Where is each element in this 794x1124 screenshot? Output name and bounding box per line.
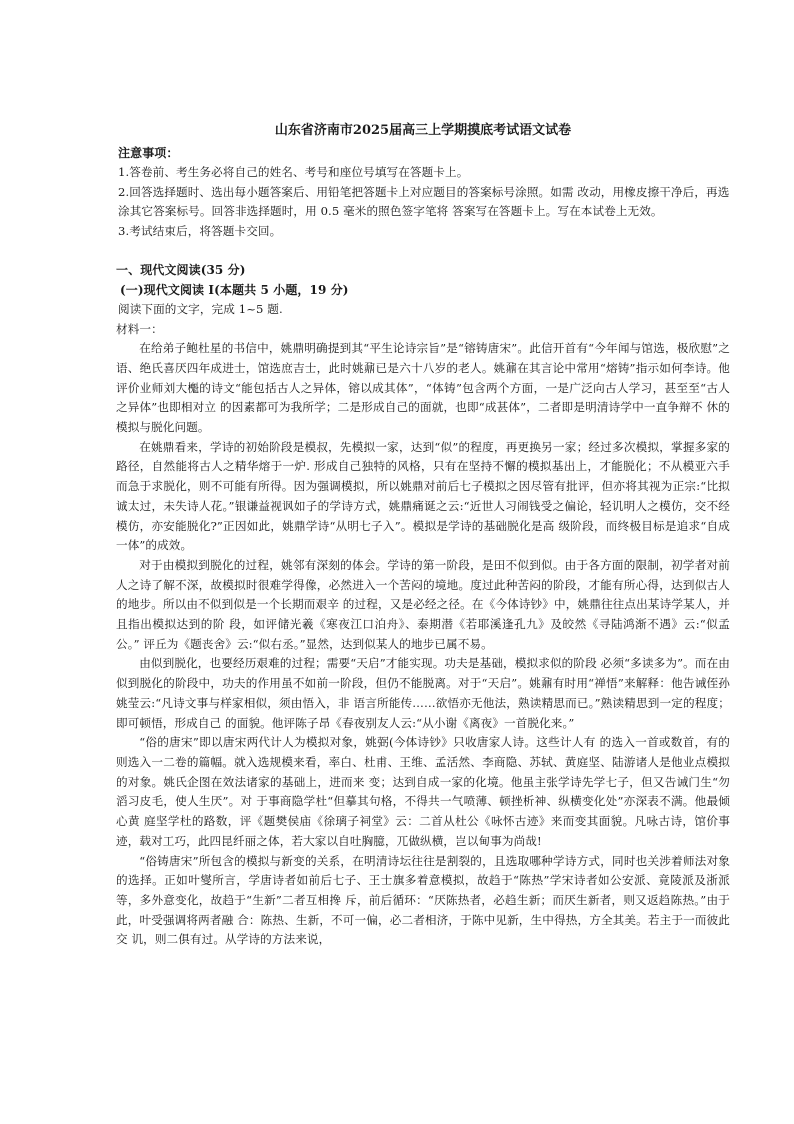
- paragraph-3: 对于由模拟到脱化的过程，姚邻有深刻的体会。学诗的第一阶段，是田不似到似。由于各方面的限制，初学者对前人之诗了解不深，故模拟时很难学得像，必然进入一个苦闷的境地。度过此种苦闷的阶段，才能有所心得，达到似古人的地步。所以由不似到似是一个长期而艰辛 的过程，又是必经之径。在《今体诗钞》中，姚鼎往往点出某诗学某人，并且指出模拟达到的阶 段，如评储光羲《寒夜江口泊舟》、泰期潜《若耶溪逢孔九》及皎然《寻陆鸿渐不遇》云:“似孟公。” 评丘为《题丧舍》云:“似右丞。”显然，达到似某人的地步已属不易。: [116, 557, 730, 651]
- section-title: 一、现代文阅读(35 分): [116, 262, 246, 277]
- notice-item-3: 3.考试结束后，将答题卡交回。: [118, 224, 282, 239]
- material-label: 材料一：: [116, 321, 163, 336]
- paragraph-2: 在姚鼎看来，学诗的初始阶段是模叔，先模拟一家，达到“似”的程度，再更换另一家；经过多次模拟，掌握多家的路径，自然能将古人之精华熔于一炉. 形成自己独特的风格，只有在坚持不懈的模拟基出上，才能脱化；不从模亚六手而急于求脱化，则不可能有所得。因为强调模拟，所以姚鼎对前后七子模拟之因尽管有批评，但亦将其视为正宗:“比拟诚太过，未失诗人花。”银谦益视讽如子的学诗方式，姚鼎痛诞之云:“近世人习闹钱受之偏论，轻讥明人之模仿，交不经模仿，亦安能脱化?”正因如此，姚鼎学诗“从明七子入”。模拟是学诗的基础脱化是高 级阶段，而终极目标是追求“自成一体”的成效。: [116, 439, 730, 553]
- notice-heading: 注意事项：: [118, 146, 179, 160]
- paragraph-5: “俗的唐宋”即以唐宋两代计人为模拟对象，姚弼(今体诗钞》只收唐家人诗。这些计人有 的选入一首或数首，有的则选入一二卷的篇幅。就入选规模来看，率白、杜甫、王维、孟活然、李商隐、苏轼、黄庭坚、陆游诸人是他业点模拟的对象。姚氏企图在效法诸家的基础上，进而来 变；达到自成一家的化境。他虽主张学诗先学七子，但又告诫门生“勿滔习皮毛，使人生厌”。对 于事商隐学杜“但摹其句格，不得共一气喷薄、顿挫析神、纵横变化处”亦深表不满。他最倾心黄 庭坚学杜的路数，评《题樊侯庙《徐璃子祠堂》云：二首从杜公《咏怀古迹》来而变其面貌。凡咏古诗，馆价事迹，载对工巧，此四昆纤丽之体，若大家以自吐胸臆，兀做纵横，岂以甸事为尚哉!: [116, 735, 730, 848]
- paragraph-1: 在给弟子鲍杜星的书信中，姚鼎明确提到其“平生论诗宗旨”是“镕铸唐宋”。此信开首有“今年闻与馆选，极欣慰”之语、绝氏喜厌四年成进士，馆选庶吉士，此时姚鼐已是六十八岁的老人。姚鼐在其言论中常用“熔铸”指示如何李诗。他评价业师刘大櫆的诗文“能包括古人之异体，镕以成其体”，“体铸”包含两个方面，一是广泛向古人学习，甚至至“古人之异体”也即相对立 的因素都可为我所学；二是形成自己的面就，也即“成甚体”，二者即是明清诗学中一直争辩不 休的模拟与脱化问题。: [116, 341, 730, 435]
- paragraph-4: 由似到脱化，也要经历艰难的过程；需要“天启”才能实现。功夫是基础，模拟求似的阶段 必须“多读多为”。而在由似到脱化的阶段中，功夫的作用虽不如前一阶段，但仍不能脱离。对于“天启”。姚鼐有时用“禅悟”来解释：他告诫侄孙姚莹云:“凡诗文事与样家相似，须由悟入，非 语言所能传……欲悟亦无他法，熟读精思而已。”熟读精思到一定的程度；即可顿悟，形成自己 的面貌。他评陈子昂《春夜别友人云:“从小谢《离夜》一首脱化来。”: [116, 656, 730, 730]
- notice-item-2: 2.回答选择题时、选出每小题答案后、用铅笔把答题卡上对应题目的答案标号涂照。如需 改动，用橡皮擦干净后，再选涂其它答案标号。回答非选择题时，用 0.5 毫米的照色签字笔将 答案写在答题卡上。写在本试卷上无效。: [118, 184, 730, 219]
- page-title: 山东省济南市2025届高三上学期摸底考试语文试卷: [274, 123, 572, 138]
- notice-block: [116, 144, 730, 242]
- reading-section: [116, 260, 730, 950]
- section-gap: [116, 242, 730, 260]
- paragraph-6: “俗铸唐宋”所包含的模拟与新变的关系，在明清诗坛往往是割裂的，且选取哪种学诗方式，同时也关涉着师法对象的选择。正如叶燮所言，学唐诗者如前后七子、王士旗多着意模拟，故趋于“陈热”学宋诗者如公安派、竟陵派及浙派等，多外意变化，故趋于“生新”二者互相搀 斥，前后循环：“厌陈热者，必趋生新；而厌生新者，则又返趋陈热。”由于此，叶受强调将两者融 合：陈热、生新，不可一偏，必二者相济，于陈中见新，生中得热，方全其美。若主于一而彼此交 讥，则二俱有过。从学诗的方法来说，: [116, 853, 730, 947]
- section-subtitle: (一)现代文阅读 I(本题共 5 小题，19 分): [120, 282, 349, 297]
- instruction-text: 阅读下面的文字，完成 1~5 题.: [118, 301, 283, 316]
- notice-item-1: 1.答卷前、考生务必将自己的姓名、考号和座位号填写在答题卡上。: [118, 165, 469, 179]
